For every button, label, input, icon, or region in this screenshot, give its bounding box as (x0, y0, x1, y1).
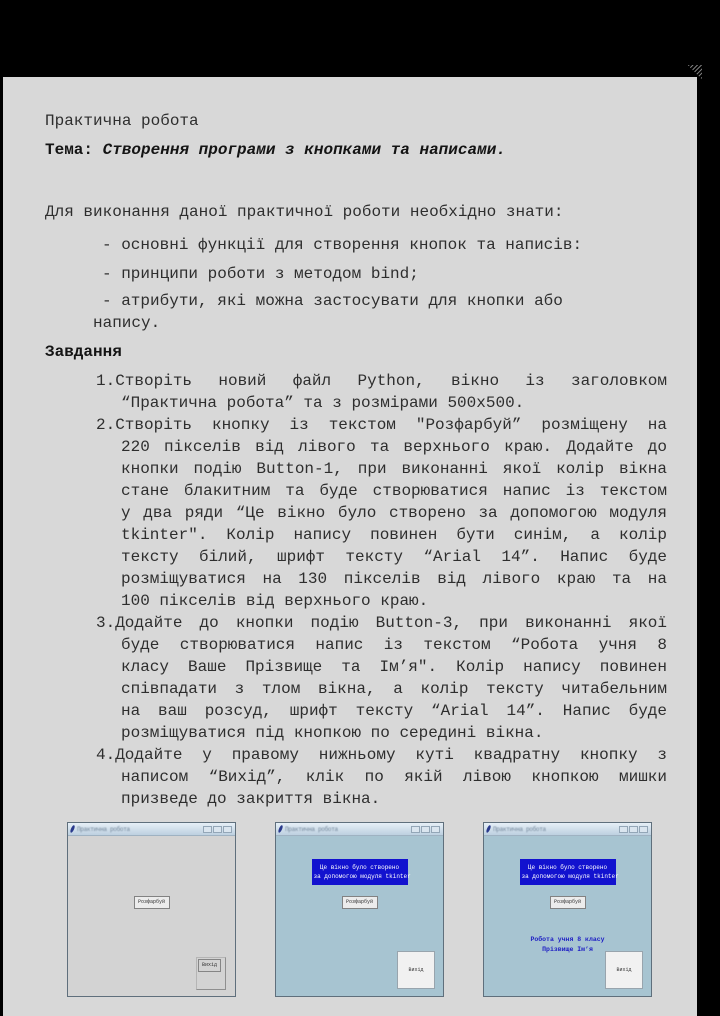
theme-label: Тема: (45, 141, 94, 159)
exit-square-button: Вихід (397, 951, 435, 989)
window-body (484, 836, 651, 996)
document-title: Практична робота (45, 112, 199, 130)
minimize-button-icon (619, 826, 628, 833)
theme-text: Створення програми з кнопками та написами. (102, 141, 506, 159)
window-title: Практична робота (77, 825, 130, 833)
task-3-line: співпадати з тлом вікна, а колір тексту читабельним (121, 680, 667, 698)
maximize-button-icon (629, 826, 638, 833)
exit-square-button (196, 957, 226, 990)
window-body (276, 836, 443, 996)
bullet-item: - основні функції для створення кнопок та написів: (102, 236, 583, 254)
tkinter-window-screenshot-3 (483, 822, 652, 997)
task-3-line: 3.Додайте до кнопки подію Button-3, при виконанні якої (96, 614, 667, 632)
task-2-line: 2.Створіть кнопку із текстом "Розфарбуй” розміщену на (96, 416, 667, 434)
task-list (45, 370, 667, 810)
screenshot-row (67, 822, 652, 997)
document-page (3, 77, 697, 1016)
task-4-line: написом “Вихід”, клік по якій лівою кнопкою мишки (121, 768, 667, 786)
paint-button: Розфарбуй (134, 896, 170, 909)
window-titlebar (276, 823, 443, 836)
task-2-line: стане блакитним та буде створюватися напис із текстом (121, 482, 667, 500)
minimize-button-icon (411, 826, 420, 833)
label-line: за допомогою модуля tkinter (521, 873, 619, 880)
task-2-line: тексту білий, шрифт тексту “Arial 14”. Напис буде (121, 548, 667, 566)
tkinter-feather-icon (70, 825, 76, 834)
theme-line (45, 139, 667, 161)
window-controls (619, 826, 648, 833)
tasks-heading: Завдання (45, 343, 122, 361)
bullet-item-continuation: напису. (93, 314, 161, 332)
window-titlebar (68, 823, 235, 836)
page-corner-fold (684, 65, 702, 83)
window-titlebar (484, 823, 651, 836)
paint-button: Розфарбуй (550, 896, 586, 909)
task-1-line: 1.Створіть новий файл Python, вікно із заголовком (96, 372, 667, 390)
task-2-line: розміщуватися на 130 пікселів від лівого краю та на (121, 570, 667, 588)
window-controls (203, 826, 232, 833)
intro-paragraph: Для виконання даної практичної роботи необхідно знати: (45, 203, 564, 221)
tkinter-feather-icon (486, 825, 492, 834)
tkinter-text-label (312, 859, 411, 885)
caption-line: Прізвище Ім’я (542, 946, 593, 953)
task-2-line: 220 пікселів від лівого та верхнього краю. Додайте до (121, 438, 667, 456)
bullet-item: - атрибути, які можна застосувати для кнопки або (102, 292, 563, 310)
maximize-button-icon (421, 826, 430, 833)
task-4-line: 4.Додайте у правому нижньому куті квадратну кнопку з (96, 746, 667, 764)
window-controls (411, 826, 440, 833)
window-title: Практична робота (285, 825, 338, 833)
tkinter-text-label (520, 859, 619, 885)
label-line: Це вікно було створено (527, 864, 608, 871)
window-body (68, 836, 235, 996)
close-button-icon (431, 826, 440, 833)
tkinter-feather-icon (278, 825, 284, 834)
exit-button-label: Вихід (198, 959, 221, 972)
maximize-button-icon (213, 826, 222, 833)
close-button-icon (639, 826, 648, 833)
label-line: за допомогою модуля tkinter (313, 873, 411, 880)
caption-line: Робота учня 8 класу (530, 936, 605, 943)
bullet-item: - принципи роботи з методом bind; (102, 265, 419, 283)
task-2-line: 100 пікселів від верхнього краю. (121, 592, 429, 610)
minimize-button-icon (203, 826, 212, 833)
tkinter-window-screenshot-2 (275, 822, 444, 997)
task-2-line: кнопки подію Button-1, при виконанні якої колір вікна (121, 460, 667, 478)
task-3-line: класу Ваше Прізвище та Ім’я". Колір напису повинен (121, 658, 667, 676)
paint-button: Розфарбуй (342, 896, 378, 909)
window-title: Практична робота (493, 825, 546, 833)
task-4-line: призведе до закриття вікна. (121, 790, 381, 808)
tkinter-window-screenshot-1 (67, 822, 236, 997)
task-3-line: буде створюватися напис із текстом “Робота учня 8 (121, 636, 667, 654)
close-button-icon (223, 826, 232, 833)
task-2-line: у два ряди “Це вікно було створено за допомогою модуля (121, 504, 667, 522)
exit-square-button: Вихід (605, 951, 643, 989)
task-3-line: розміщуватися під кнопкою по середині вікна. (121, 724, 544, 742)
task-3-line: на ваш розсуд, шрифт тексту “Arial 14”. Напис буде (121, 702, 667, 720)
task-2-line: tkinter". Колір напису повинен бути синім, а колір (121, 526, 667, 544)
document-content (3, 110, 697, 810)
label-line: Це вікно було створено (319, 864, 400, 871)
task-1-line: “Практична робота” та з розмірами 500x500. (121, 394, 525, 412)
